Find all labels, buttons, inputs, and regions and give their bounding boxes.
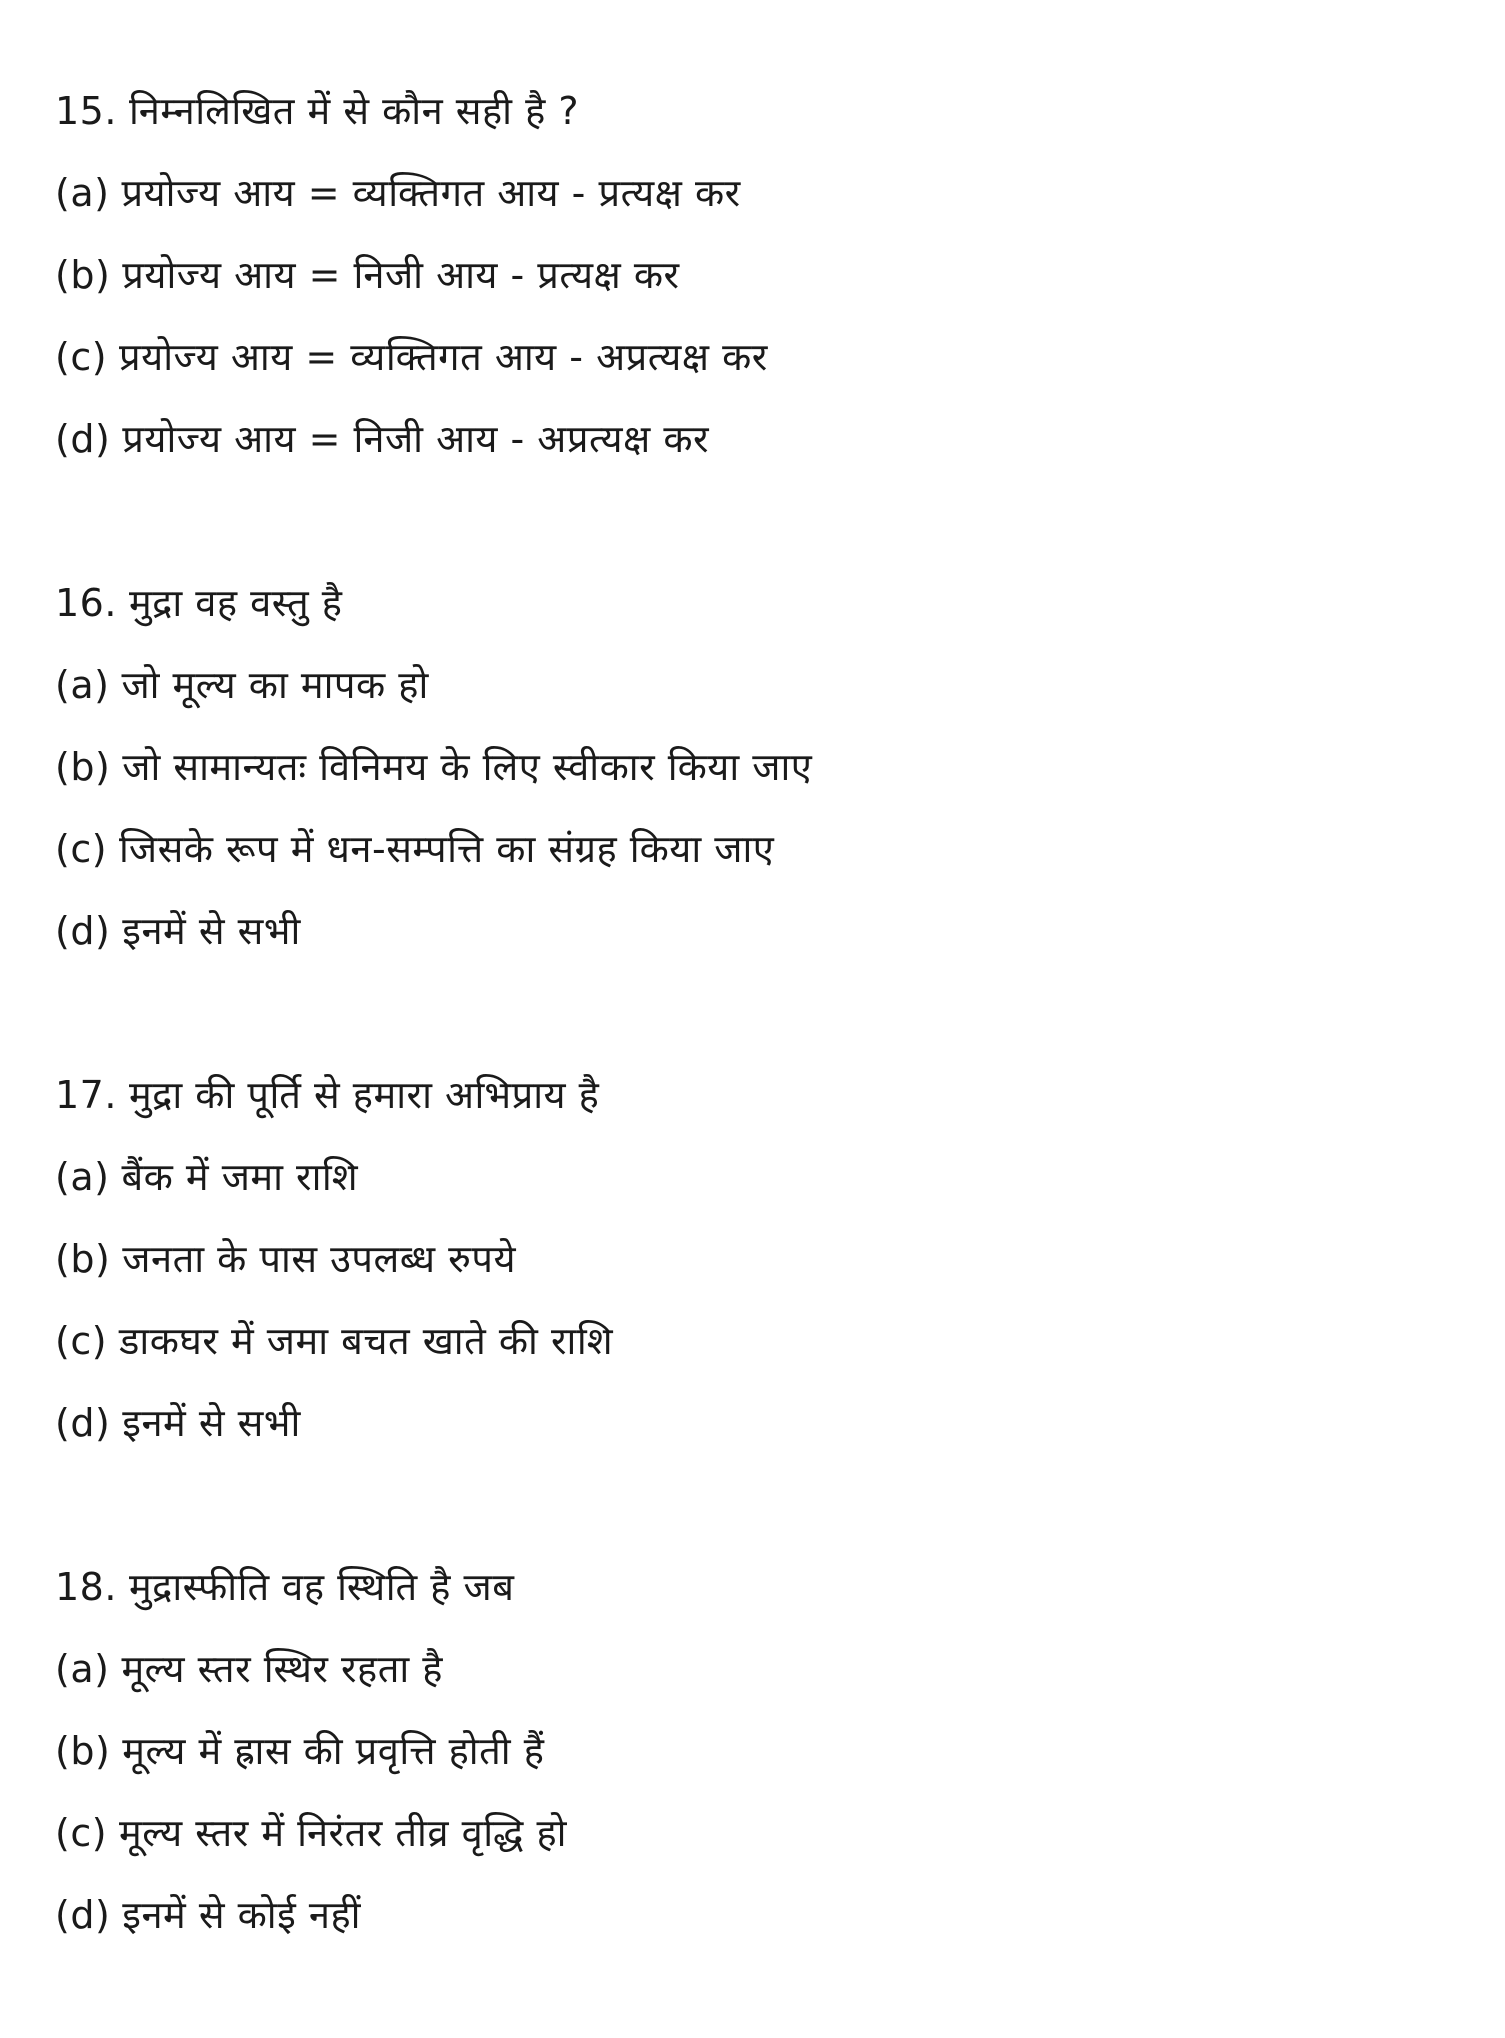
option-c <box>55 1300 1455 1382</box>
option-letter: (b) <box>55 253 111 297</box>
option-c <box>55 808 1455 890</box>
question-16 <box>55 562 1455 972</box>
question-text: निम्नलिखित में से कौन सही है ? <box>128 89 580 133</box>
option-letter: (a) <box>55 171 110 215</box>
option-a <box>55 152 1455 234</box>
option-text: बैंक में जमा राशि <box>121 1155 359 1199</box>
option-text: मूल्य स्तर स्थिर रहता है <box>121 1647 443 1691</box>
option-text: जिसके रूप में धन-सम्पत्ति का संग्रह किया जाए <box>119 827 775 871</box>
question-number: 15. <box>55 89 117 133</box>
option-letter: (b) <box>55 1237 111 1281</box>
option-a <box>55 644 1455 726</box>
option-letter: (d) <box>55 417 111 461</box>
question-text: मुद्रास्फीति वह स्थिति है जब <box>128 1565 515 1609</box>
option-a <box>55 1628 1455 1710</box>
option-text: जो मूल्य का मापक हो <box>121 663 429 707</box>
option-letter: (b) <box>55 745 111 789</box>
question-number: 18. <box>55 1565 117 1609</box>
option-d <box>55 398 1455 480</box>
option-b <box>55 1710 1455 1792</box>
option-text: इनमें से सभी <box>122 909 301 953</box>
option-letter: (c) <box>55 827 108 871</box>
option-letter: (d) <box>55 1401 111 1445</box>
option-d <box>55 890 1455 972</box>
option-text: प्रयोज्य आय = निजी आय - अप्रत्यक्ष कर <box>122 417 710 461</box>
option-letter: (a) <box>55 1155 110 1199</box>
option-letter: (d) <box>55 1893 111 1937</box>
option-b <box>55 726 1455 808</box>
option-text: मूल्य में ह्रास की प्रवृत्ति होती हैं <box>122 1729 545 1773</box>
option-c <box>55 316 1455 398</box>
option-letter: (c) <box>55 335 108 379</box>
option-a <box>55 1136 1455 1218</box>
option-letter: (a) <box>55 663 110 707</box>
option-text: प्रयोज्य आय = निजी आय - प्रत्यक्ष कर <box>122 253 680 297</box>
question-stem <box>55 1546 1455 1628</box>
question-number: 17. <box>55 1073 117 1117</box>
option-text: इनमें से सभी <box>122 1401 301 1445</box>
question-number: 16. <box>55 581 117 625</box>
question-stem <box>55 70 1455 152</box>
option-letter: (d) <box>55 909 111 953</box>
option-b <box>55 234 1455 316</box>
question-stem <box>55 562 1455 644</box>
option-letter: (c) <box>55 1811 108 1855</box>
question-text: मुद्रा वह वस्तु है <box>128 581 343 625</box>
option-text: मूल्य स्तर में निरंतर तीव्र वृद्धि हो <box>119 1811 568 1855</box>
option-letter: (b) <box>55 1729 111 1773</box>
option-c <box>55 1792 1455 1874</box>
option-text: प्रयोज्य आय = व्यक्तिगत आय - अप्रत्यक्ष कर <box>119 335 768 379</box>
option-d <box>55 1382 1455 1464</box>
question-17 <box>55 1054 1455 1464</box>
question-15 <box>55 70 1455 480</box>
option-text: जो सामान्यतः विनिमय के लिए स्वीकार किया जाए <box>122 745 813 789</box>
option-letter: (c) <box>55 1319 108 1363</box>
question-stem <box>55 1054 1455 1136</box>
question-text: मुद्रा की पूर्ति से हमारा अभिप्राय है <box>128 1073 600 1117</box>
option-text: प्रयोज्य आय = व्यक्तिगत आय - प्रत्यक्ष कर <box>121 171 741 215</box>
option-b <box>55 1218 1455 1300</box>
option-text: डाकघर में जमा बचत खाते की राशि <box>119 1319 614 1363</box>
question-18 <box>55 1546 1455 1956</box>
option-text: जनता के पास उपलब्ध रुपये <box>122 1237 517 1281</box>
option-text: इनमें से कोई नहीं <box>122 1893 361 1937</box>
document-page <box>55 70 1455 2038</box>
option-d <box>55 1874 1455 1956</box>
option-letter: (a) <box>55 1647 110 1691</box>
